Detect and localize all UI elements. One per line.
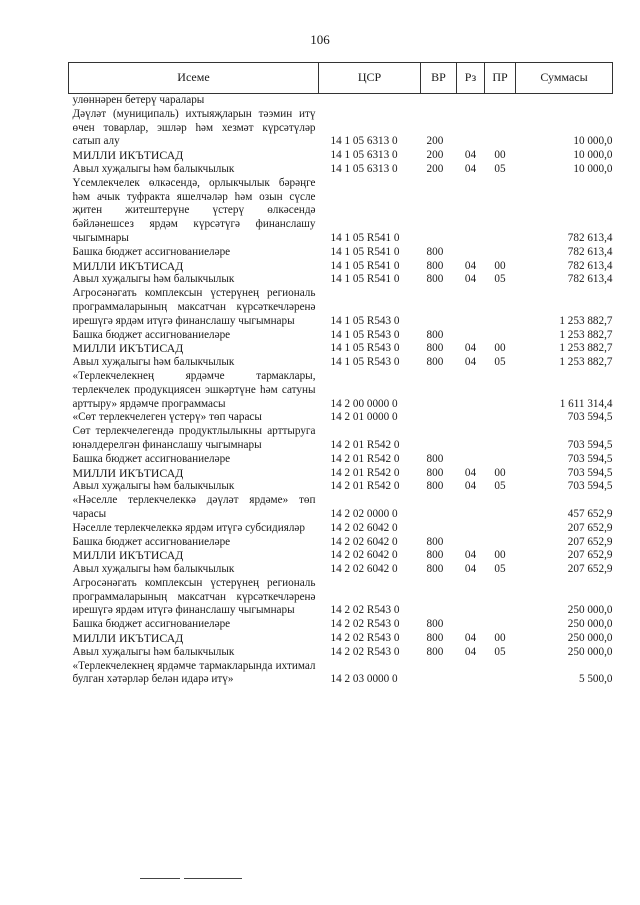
cell-csr: 14 1 05 R541 0	[330, 273, 400, 286]
cell-vr	[421, 577, 457, 618]
table-row	[69, 618, 613, 632]
cell-csr: 14 2 01 R542 0	[330, 452, 400, 465]
cell-pr: 05	[494, 563, 506, 576]
cell-vr	[421, 411, 457, 425]
cell-vr: 800	[426, 342, 444, 355]
cell-name: Башка бюджет ассигнованиеләре	[72, 452, 231, 465]
cell-sum: 207 652,9	[567, 521, 613, 534]
cell-pr	[485, 577, 516, 618]
cell-vr	[421, 522, 457, 536]
cell-rz: 04	[464, 273, 477, 286]
header-row	[69, 63, 613, 94]
cell-rz: 04	[464, 342, 477, 355]
cell-sum: 1 253 882,7	[559, 328, 613, 341]
cell-csr: 14 2 03 0000 0	[330, 673, 398, 686]
cell-csr: 14 2 02 6042 0	[330, 549, 398, 562]
cell-csr: 14 2 01 R542 0	[330, 438, 400, 451]
cell-pr	[485, 108, 516, 149]
cell-name: Авыл хуҗалыгы һәм балыкчылык	[72, 563, 235, 576]
cell-rz	[457, 329, 485, 343]
cell-sum: 703 594,5	[567, 438, 613, 451]
cell-csr: 14 2 02 6042 0	[330, 563, 398, 576]
cell-name: МИЛЛИ ИКЪТИСАД	[72, 341, 184, 356]
cell-rz: 04	[464, 259, 477, 272]
budget-table	[68, 62, 613, 687]
cell-name: Башка бюджет ассигнованиеләре	[72, 618, 231, 631]
cell-sum: 1 253 882,7	[559, 342, 613, 355]
cell-rz	[457, 536, 485, 550]
table-row	[69, 149, 613, 163]
cell-name: Авыл хуҗалыгы һәм балыкчылык	[72, 273, 235, 286]
cell-pr: 05	[494, 356, 506, 369]
table-row	[69, 522, 613, 536]
cell-vr: 800	[426, 259, 444, 272]
cell-name: Авыл хуҗалыгы һәм балыкчылык	[72, 162, 235, 175]
cell-rz: 04	[464, 149, 477, 162]
header-rz: Рз	[457, 63, 485, 94]
cell-sum: 250 000,0	[567, 632, 613, 645]
cell-sum: 1 611 314,4	[559, 397, 613, 410]
table-row	[69, 163, 613, 177]
cell-csr: 14 1 05 R543 0	[330, 314, 400, 327]
cell-name: МИЛЛИ ИКЪТИСАД	[72, 631, 184, 646]
cell-vr: 800	[426, 245, 444, 258]
cell-rz: 04	[464, 563, 477, 576]
cell-pr	[485, 660, 516, 688]
cell-name: Авыл хуҗалыгы һәм балыкчылык	[72, 480, 235, 493]
cell-vr: 200	[426, 135, 444, 148]
cell-vr	[421, 660, 457, 688]
table-header	[69, 63, 613, 94]
table-row	[69, 329, 613, 343]
header-sum: Суммасы	[516, 63, 613, 94]
cell-rz	[457, 287, 485, 328]
cell-csr: 14 1 05 R543 0	[330, 356, 400, 369]
table-row	[69, 467, 613, 481]
cell-csr: 14 2 02 6042 0	[330, 535, 398, 548]
cell-vr: 800	[426, 273, 444, 286]
cell-rz	[457, 453, 485, 467]
cell-vr	[421, 494, 457, 522]
cell-pr: 05	[494, 645, 506, 658]
cell-name: Сөт терлекчелегендә продуктлылыкны арттыруга юнәлдерелгән финанслашу чыгымнары	[72, 425, 316, 451]
cell-name: Авыл хуҗалыгы һәм балыкчылык	[72, 645, 235, 658]
cell-rz	[457, 370, 485, 411]
table-row	[69, 177, 613, 246]
cell-rz: 04	[464, 356, 477, 369]
cell-csr	[319, 94, 421, 108]
cell-sum: 703 594,5	[567, 452, 613, 465]
cell-name: Дәүләт (муниципаль) ихтыяҗларын тәэмин итү өчен товарлар, эшләр һәм хезмәт күрсәтүләр сатып алу	[72, 107, 316, 148]
cell-csr: 14 2 00 0000 0	[330, 397, 398, 410]
cell-name: МИЛЛИ ИКЪТИСАД	[72, 258, 184, 273]
cell-csr: 14 2 01 R542 0	[330, 466, 400, 479]
cell-name: «Сөт терлекчелеген үстерү» төп чарасы	[72, 411, 262, 424]
cell-pr: 05	[494, 273, 506, 286]
table-row	[69, 94, 613, 108]
cell-rz	[457, 425, 485, 453]
cell-csr: 14 2 02 0000 0	[330, 507, 398, 520]
table-row	[69, 356, 613, 370]
cell-sum: 703 594,5	[567, 411, 613, 424]
table-row	[69, 660, 613, 688]
cell-rz: 04	[464, 466, 477, 479]
header-pr: ПР	[485, 63, 516, 94]
cell-rz: 04	[464, 645, 477, 658]
cell-rz: 04	[464, 549, 477, 562]
cell-csr: 14 2 01 0000 0	[330, 411, 398, 424]
cell-pr	[485, 536, 516, 550]
cell-name: «Терлекчелекнең ярдәмче тармаклары, терлекчелек продукциясен эшкәртүне һәм сатуны арттыру» ярдәмче программасы	[72, 369, 316, 410]
cell-rz	[457, 660, 485, 688]
cell-rz	[457, 577, 485, 618]
cell-sum: 1 253 882,7	[559, 356, 613, 369]
cell-rz: 04	[464, 632, 477, 645]
cell-rz	[457, 522, 485, 536]
cell-name: Агросәнәгать комплексын үстерүнең региональ программаларының максатчан күрсәткечләренә ирешүгә ярдәм итүгә финанслашу чыгымнары	[72, 287, 316, 327]
cell-rz: 04	[464, 480, 477, 493]
cell-name: улөннәрен бетерү чаралары	[72, 94, 205, 106]
cell-csr: 14 1 05 6313 0	[330, 149, 398, 162]
header-name: Исеме	[69, 63, 319, 94]
table-row	[69, 411, 613, 425]
cell-rz	[457, 411, 485, 425]
cell-name: «Терлекчелекнең ярдәмче тармакларында ихтимал булган хәтәрләр белән идарә итү»	[72, 659, 316, 686]
cell-pr	[485, 522, 516, 536]
table-row	[69, 632, 613, 646]
cell-pr: 05	[494, 162, 506, 175]
cell-vr: 800	[426, 645, 444, 658]
cell-csr: 14 1 05 R543 0	[330, 328, 400, 341]
page-number: 106	[310, 32, 330, 47]
cell-vr	[421, 94, 457, 108]
table-row	[69, 246, 613, 260]
cell-pr	[485, 329, 516, 343]
cell-sum: 1 253 882,7	[559, 314, 613, 327]
table-row	[69, 342, 613, 356]
cell-name: Агросәнәгать комплексын үстерүнең региональ программаларының максатчан күрсәткечләренә ирешүгә ярдәм итүгә финанслашу чыгымнары	[72, 576, 316, 617]
table-row	[69, 549, 613, 563]
cell-sum: 703 594,5	[567, 466, 613, 479]
cell-rz	[457, 246, 485, 260]
cell-vr	[421, 177, 457, 246]
cell-sum: 10 000,0	[573, 135, 613, 148]
cell-csr: 14 2 02 6042 0	[330, 521, 398, 534]
header-vr: ВР	[421, 63, 457, 94]
cell-vr: 800	[426, 452, 444, 465]
cell-pr	[485, 94, 516, 108]
cell-pr	[485, 618, 516, 632]
footer-divider	[140, 878, 180, 879]
cell-vr: 800	[426, 356, 444, 369]
cell-vr	[421, 370, 457, 411]
cell-name: МИЛЛИ ИКЪТИСАД	[72, 548, 184, 563]
cell-pr: 00	[494, 259, 506, 272]
table-row	[69, 646, 613, 660]
cell-pr: 00	[494, 632, 506, 645]
footer-divider	[184, 878, 242, 879]
table-row	[69, 563, 613, 577]
cell-vr: 800	[426, 328, 444, 341]
cell-pr: 00	[494, 342, 506, 355]
cell-vr: 200	[426, 149, 444, 162]
cell-sum: 207 652,9	[567, 563, 613, 576]
cell-sum	[516, 94, 613, 108]
cell-name: МИЛЛИ ИКЪТИСАД	[72, 465, 184, 480]
cell-csr: 14 2 02 R543 0	[330, 645, 400, 658]
table-row	[69, 480, 613, 494]
cell-sum: 10 000,0	[573, 149, 613, 162]
cell-sum: 5 500,0	[578, 673, 613, 686]
cell-rz	[457, 494, 485, 522]
table-row	[69, 494, 613, 522]
table-row	[69, 287, 613, 328]
table-body	[69, 94, 613, 688]
table-row	[69, 425, 613, 453]
cell-sum: 207 652,9	[567, 535, 613, 548]
cell-vr: 800	[426, 549, 444, 562]
cell-pr: 00	[494, 549, 506, 562]
cell-pr	[485, 411, 516, 425]
cell-sum: 10 000,0	[573, 162, 613, 175]
header-csr: ЦСР	[319, 63, 421, 94]
cell-sum: 782 613,4	[567, 231, 613, 244]
cell-vr: 800	[426, 480, 444, 493]
cell-sum: 250 000,0	[567, 645, 613, 658]
cell-pr: 00	[494, 149, 506, 162]
cell-vr: 800	[426, 563, 444, 576]
cell-sum: 250 000,0	[567, 604, 613, 617]
cell-vr: 800	[426, 618, 444, 631]
cell-csr: 14 1 05 6313 0	[330, 135, 398, 148]
table-row	[69, 370, 613, 411]
cell-name: «Нәселле терлекчелеккә дәүләт ярдәме» төп чарасы	[72, 494, 316, 520]
cell-sum: 782 613,4	[567, 273, 613, 286]
cell-csr: 14 1 05 6313 0	[330, 162, 398, 175]
cell-name: Нәселле терлекчелеккә ярдәм итүгә субсидияләр	[72, 521, 305, 534]
cell-sum: 782 613,4	[567, 259, 613, 272]
cell-csr: 14 1 05 R541 0	[330, 245, 400, 258]
cell-name: Башка бюджет ассигнованиеләре	[72, 535, 231, 548]
cell-pr: 00	[494, 466, 506, 479]
cell-vr: 200	[426, 162, 444, 175]
cell-rz	[457, 618, 485, 632]
table-row	[69, 108, 613, 149]
cell-pr	[485, 370, 516, 411]
cell-name: Башка бюджет ассигнованиеләре	[72, 245, 231, 258]
cell-csr: 14 1 05 R541 0	[330, 259, 400, 272]
table-row	[69, 577, 613, 618]
cell-vr: 800	[426, 632, 444, 645]
cell-pr	[485, 287, 516, 328]
table-row	[69, 273, 613, 287]
cell-sum: 457 652,9	[567, 507, 613, 520]
cell-vr: 800	[426, 466, 444, 479]
cell-pr	[485, 177, 516, 246]
cell-pr	[485, 494, 516, 522]
cell-name: Авыл хуҗалыгы һәм балыкчылык	[72, 356, 235, 369]
cell-rz	[457, 94, 485, 108]
table-row	[69, 536, 613, 550]
cell-csr: 14 2 02 R543 0	[330, 604, 400, 617]
cell-pr: 05	[494, 480, 506, 493]
cell-name: Башка бюджет ассигнованиеләре	[72, 328, 231, 341]
cell-vr	[421, 425, 457, 453]
cell-pr	[485, 246, 516, 260]
cell-sum: 703 594,5	[567, 480, 613, 493]
cell-rz	[457, 177, 485, 246]
cell-csr: 14 1 05 R541 0	[330, 231, 400, 244]
cell-rz: 04	[464, 162, 477, 175]
cell-csr: 14 2 01 R542 0	[330, 480, 400, 493]
table-row	[69, 260, 613, 274]
cell-name: МИЛЛИ ИКЪТИСАД	[72, 148, 184, 163]
cell-csr: 14 1 05 R543 0	[330, 342, 400, 355]
cell-sum: 207 652,9	[567, 549, 613, 562]
table-row	[69, 453, 613, 467]
cell-pr	[485, 453, 516, 467]
cell-vr: 800	[426, 535, 444, 548]
cell-csr: 14 2 02 R543 0	[330, 618, 400, 631]
cell-vr	[421, 287, 457, 328]
cell-sum: 250 000,0	[567, 618, 613, 631]
cell-pr	[485, 425, 516, 453]
cell-rz	[457, 108, 485, 149]
cell-sum: 782 613,4	[567, 245, 613, 258]
cell-name: Үсемлекчелек өлкәсендә, орлыкчылык бәрәңге һәм ачык туфракта яшелчәләр һәм озын сүсле җитен житештерүне үстерү өлкәсендә бәйләнешсез ярдәм күрсәтүгә финанслашу чыгымнары	[72, 176, 316, 244]
cell-csr: 14 2 02 R543 0	[330, 632, 400, 645]
